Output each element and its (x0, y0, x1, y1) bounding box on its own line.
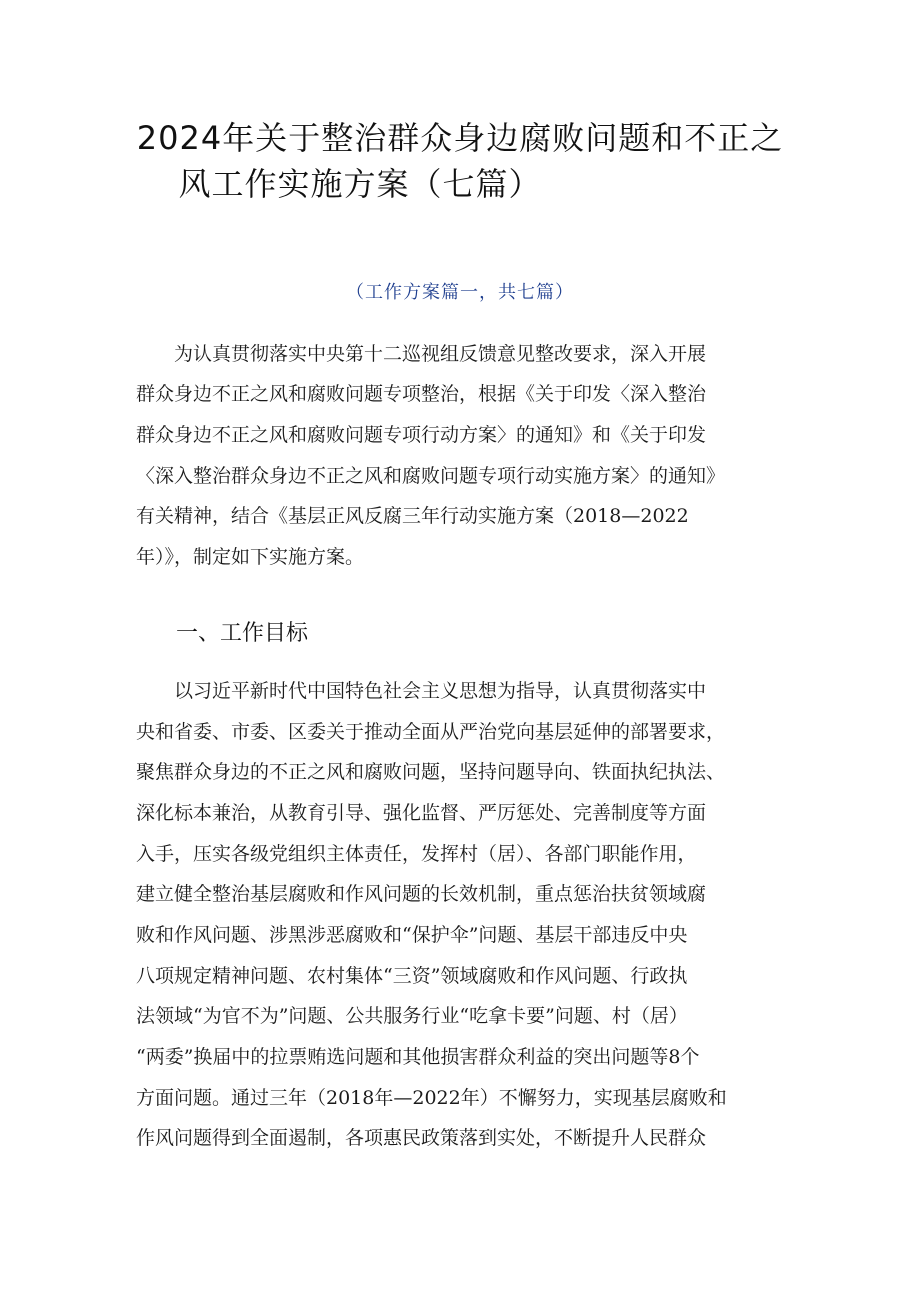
section-line: 方面问题。通过三年（2018年—2022年）不懈努力，实现基层腐败和 (136, 1087, 727, 1109)
intro-line: 为认真贯彻落实中央第十二巡视组反馈意见整改要求，深入开展 (136, 343, 707, 365)
intro-line: 有关精神，结合《基层正风反腐三年行动实施方案（2018—2022 (136, 505, 689, 527)
section-line: 作风问题得到全面遏制，各项惠民政策落到实处，不断提升人民群众 (136, 1127, 707, 1149)
section-heading: 一、工作目标 (176, 621, 309, 646)
intro-line: 〈深入整治群众身边不正之风和腐败问题专项行动实施方案〉的通知》 (136, 465, 726, 487)
document-title-line-1: 2024年关于整治群众身边腐败问题和不正之 (136, 119, 784, 157)
intro-line: 群众身边不正之风和腐败问题专项行动方案〉的通知》和《关于印发 (136, 424, 707, 446)
section-line: 入手，压实各级党组织主体责任，发挥村（居）、各部门职能作用， (136, 843, 697, 865)
section-line: 法领域“为官不为”问题、公共服务行业“吃拿卡要”问题、村（居） (136, 1005, 688, 1027)
document-subtitle: （工作方案篇一，共七篇） (346, 282, 574, 303)
section-line: 聚焦群众身边的不正之风和腐败问题，坚持问题导向、铁面执纪执法、 (136, 761, 726, 783)
section-line: 八项规定精神问题、农村集体“三资”领域腐败和作风问题、行政执 (136, 965, 688, 987)
intro-line: 群众身边不正之风和腐败问题专项整治，根据《关于印发〈深入整治 (136, 383, 707, 405)
section-line: 建立健全整治基层腐败和作风问题的长效机制，重点惩治扶贫领域腐 (136, 883, 707, 905)
section-line: 央和省委、市委、区委关于推动全面从严治党向基层延伸的部署要求， (136, 721, 726, 743)
intro-line: 年）》，制定如下实施方案。 (136, 546, 365, 568)
section-line: 深化标本兼治，从教育引导、强化监督、严厉惩处、完善制度等方面 (136, 802, 707, 824)
section-line: “两委”换届中的拉票贿选问题和其他损害群众利益的突出问题等8个 (136, 1046, 700, 1068)
section-line: 败和作风问题、涉黑涉恶腐败和“保护伞”问题、基层干部违反中央 (136, 924, 688, 946)
section-line: 以习近平新时代中国特色社会主义思想为指导，认真贯彻落实中 (136, 680, 707, 702)
document-title-line-2: 风工作实施方案（七篇） (178, 165, 542, 203)
